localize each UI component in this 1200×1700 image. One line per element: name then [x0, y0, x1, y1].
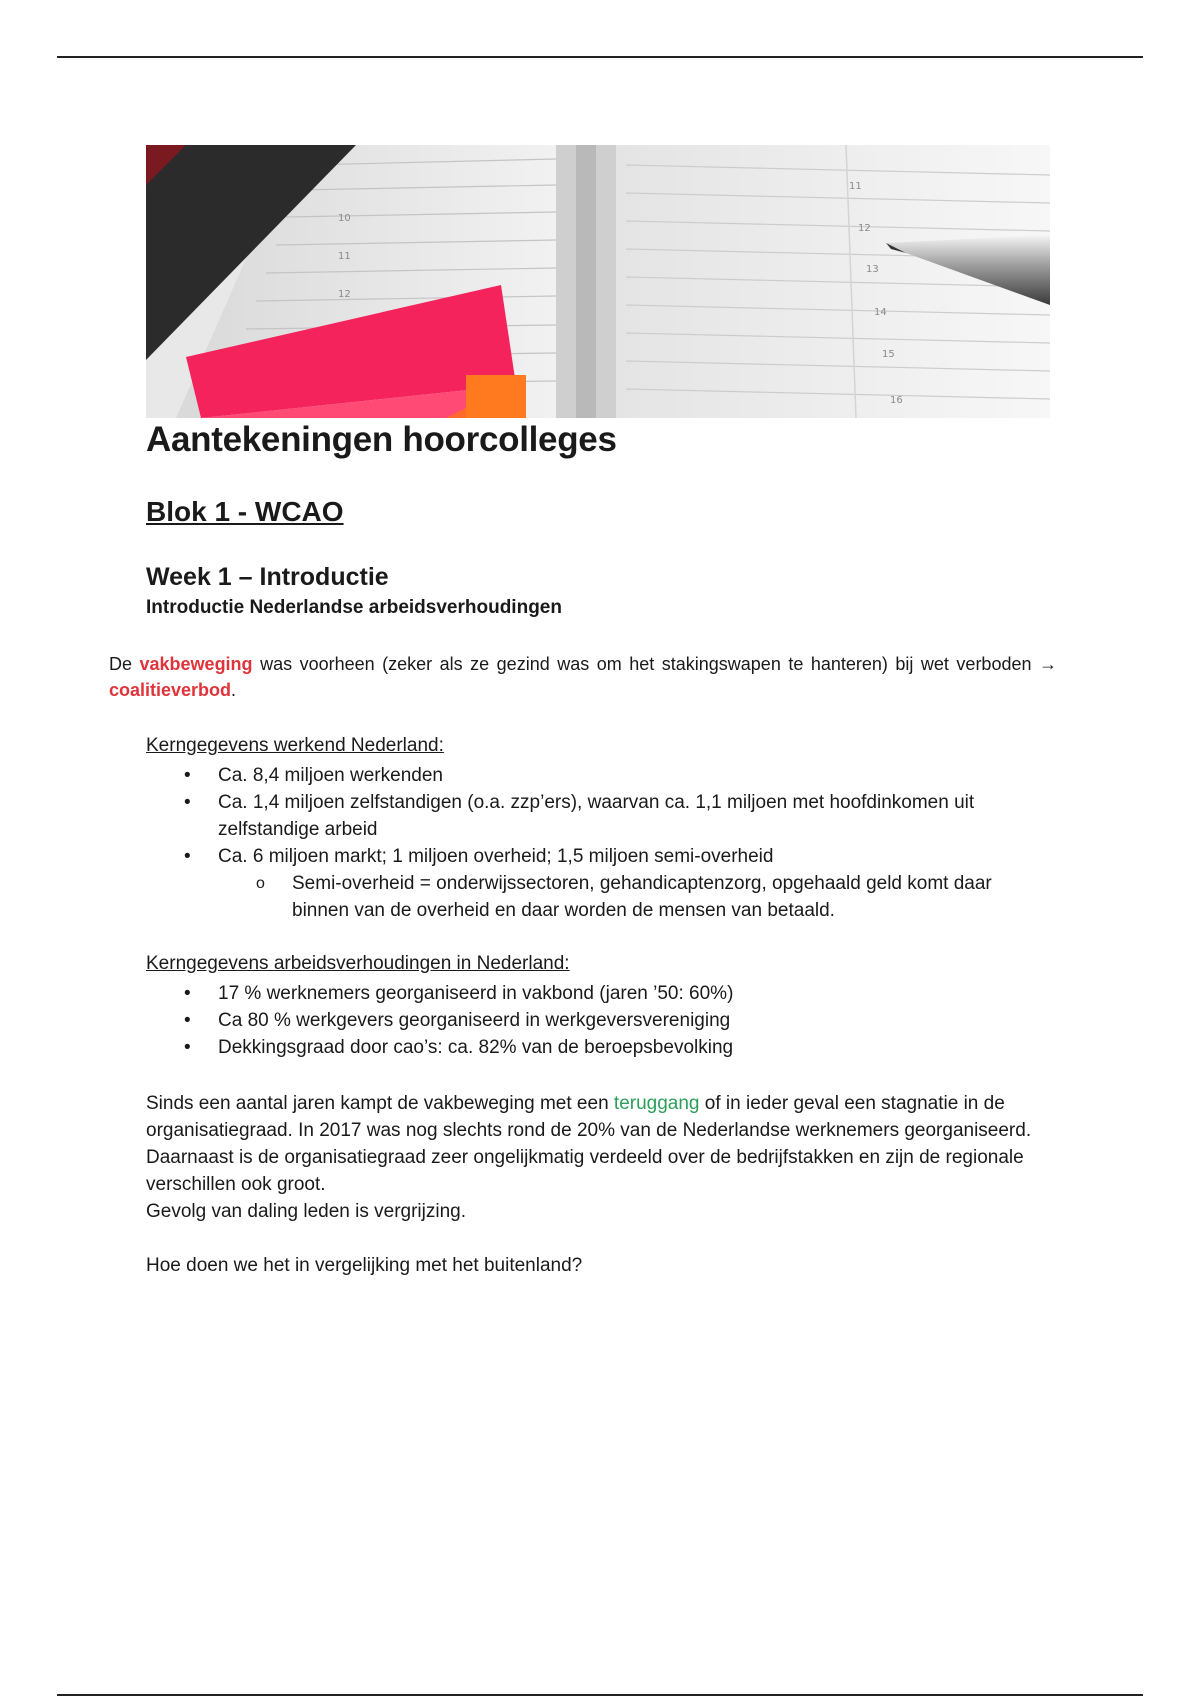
list-item: • Ca. 1,4 miljoen zelfstandigen (o.a. zzp’ers), waarvan ca. 1,1 miljoen met hoofdinkomen uit zelfstandige arbeid — [146, 789, 1046, 843]
intro-paragraph — [109, 651, 1057, 703]
term-coalitieverbod: coalitieverbod — [109, 680, 232, 700]
list-item: • Dekkingsgraad door cao’s: ca. 82% van de beroepsbevolking — [146, 1034, 1046, 1061]
planner-number: 12 — [338, 289, 351, 300]
list-item: • Ca. 8,4 miljoen werkenden — [146, 762, 1046, 789]
bottom-rule — [57, 1694, 1143, 1696]
list-arbeidsverhoudingen — [146, 980, 1046, 1061]
paragraph-line: Gevolg van daling leden is vergrijzing. — [146, 1201, 467, 1222]
question-line: Hoe doen we het in vergelijking met het buitenland? — [146, 1255, 583, 1276]
body-paragraph — [146, 1090, 1046, 1225]
sub-list — [218, 870, 1046, 924]
section-title-werkend: Kerngegevens werkend Nederland: — [146, 735, 444, 756]
planner-number: 11 — [338, 251, 351, 262]
planner-number: 14 — [874, 307, 887, 318]
week-heading: Week 1 – Introductie — [146, 563, 389, 591]
block-heading: Blok 1 - WCAO — [146, 496, 344, 527]
list-item — [146, 843, 1046, 924]
subheading: Introductie Nederlandse arbeidsverhoudingen — [146, 597, 562, 618]
planner-number: 15 — [882, 349, 895, 360]
top-rule — [57, 56, 1143, 58]
list-werkend — [146, 762, 1046, 924]
planner-number: 16 — [890, 395, 903, 406]
page-title: Aantekeningen hoorcolleges — [146, 420, 617, 459]
header-photo — [146, 145, 1050, 418]
sub-list-item: o Semi-overheid = onderwijssectoren, gehandicaptenzorg, opgehaald geld komt daar binnen van de overheid en daar worden de mensen van betaald. — [218, 870, 1046, 924]
list-item: • Ca 80 % werkgevers georganiseerd in werkgeversvereniging — [146, 1007, 1046, 1034]
planner-number: 11 — [849, 181, 862, 192]
intro-suffix: . — [231, 680, 237, 700]
paragraph-text: of in ieder geval een stagnatie in de organisatiegraad. In 2017 was nog slechts rond de 20% van de Nederlandse werknemers georganiseerd. Daarnaast is de organisatiegraad zeer ongelijkmatig verdeeld over de bedrijfstakken en zijn de regionale verschillen ook groot. — [146, 1093, 1032, 1195]
list-item: • 17 % werknemers georganiseerd in vakbond (jaren ’50: 60%) — [146, 980, 1046, 1007]
intro-prefix: De — [109, 654, 140, 674]
list-item-text: Ca. 6 miljoen markt; 1 miljoen overheid; 1,5 miljoen semi-overheid — [218, 846, 774, 867]
section-title-arbeidsverhoudingen: Kerngegevens arbeidsverhoudingen in Nederland: — [146, 953, 570, 974]
term-teruggang: teruggang — [613, 1093, 700, 1114]
planner-number: 12 — [858, 223, 871, 234]
intro-middle: was voorheen (zeker als ze gezind was om het stakingswapen te hanteren) bij wet verboden → — [252, 654, 1057, 674]
paragraph-text: Sinds een aantal jaren kampt de vakbeweging met een — [146, 1093, 614, 1114]
planner-number: 13 — [866, 264, 879, 275]
planner-number: 10 — [338, 213, 351, 224]
term-vakbeweging: vakbeweging — [139, 654, 253, 674]
